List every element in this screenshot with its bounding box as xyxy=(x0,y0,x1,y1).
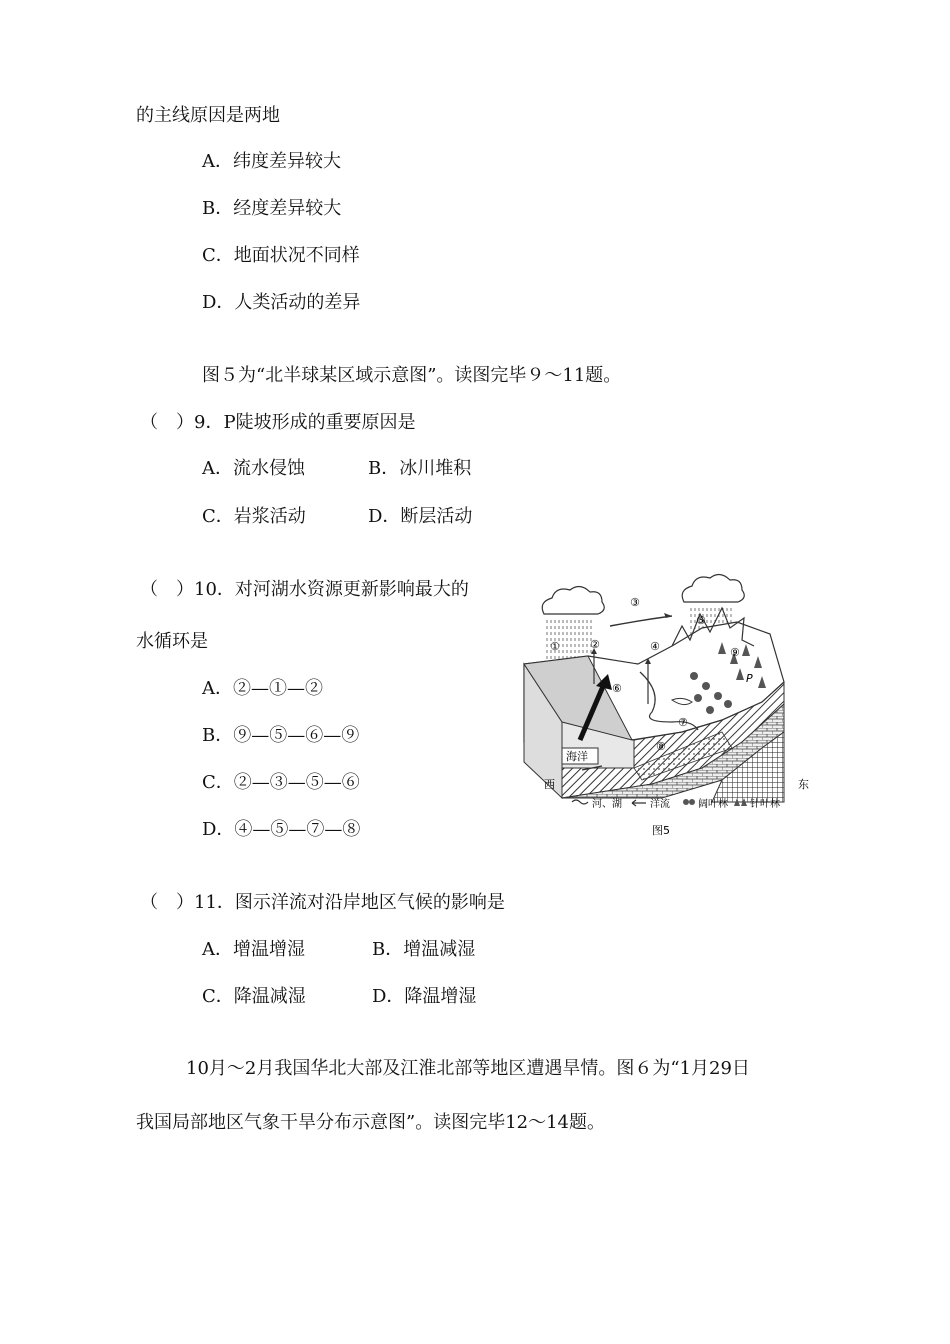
q9-option-c: C．岩浆活动 xyxy=(202,506,306,527)
cloud-right-icon xyxy=(682,574,744,602)
cloud-left-icon xyxy=(542,586,604,614)
legend-conifer: 针叶林 xyxy=(750,799,780,810)
legend-broadleaf: 阔叶林 xyxy=(698,799,728,810)
q11-option-b: B．增温减湿 xyxy=(372,939,476,960)
q11-option-a: A．增温增湿 xyxy=(202,939,305,960)
figure-caption: 图5 xyxy=(652,824,670,837)
label-9: ⑨ xyxy=(730,646,740,659)
q9-option-d: D．断层活动 xyxy=(368,506,473,527)
label-4: ④ xyxy=(650,640,660,653)
label-west: 西 xyxy=(544,778,555,791)
q8-stem-tail: 的主线原因是两地 xyxy=(136,105,280,126)
fig6-intro-line2: 我国局部地区气象干旱分布示意图”。读图完毕12～14题。 xyxy=(136,1112,606,1133)
label-3: ③ xyxy=(630,596,640,609)
q8-option-d: D．人类活动的差异 xyxy=(202,292,361,313)
q10-stem: （ ）10．对河湖水资源更新影响最大的 xyxy=(140,579,469,600)
q9-option-a: A．流水侵蚀 xyxy=(202,458,305,479)
figure-5-diagram xyxy=(522,572,812,842)
label-5: ⑤ xyxy=(696,614,706,627)
label-ocean: 海洋 xyxy=(566,750,588,763)
q10-option-c: C．②—③—⑤—⑥ xyxy=(202,772,360,793)
arrow-3 xyxy=(610,616,672,626)
q10-option-b: B．⑨—⑤—⑥—⑨ xyxy=(202,725,360,746)
legend-current: 洋流 xyxy=(650,799,670,810)
q11-stem: （ ）11．图示洋流对沿岸地区气候的影响是 xyxy=(140,892,505,913)
label-8: ⑧ xyxy=(656,740,666,753)
q8-option-b: B．经度差异较大 xyxy=(202,198,342,219)
q10-option-d: D．④—⑤—⑦—⑧ xyxy=(202,819,361,840)
label-2: ② xyxy=(590,638,600,651)
fig6-intro-line1: 10月～2月我国华北大部及江淮北部等地区遭遇旱情。图６为“1月29日 xyxy=(186,1058,750,1079)
label-1: ① xyxy=(550,640,560,653)
q11-option-c: C．降温减湿 xyxy=(202,986,306,1007)
q11-option-d: D．降温增湿 xyxy=(372,986,477,1007)
q9-option-b: B．冰川堆积 xyxy=(368,458,472,479)
label-p: P xyxy=(746,672,753,685)
q10-stem-cont: 水循环是 xyxy=(136,631,208,652)
q8-option-c: C．地面状况不同样 xyxy=(202,245,360,266)
q8-option-a: A．纬度差异较大 xyxy=(202,151,341,172)
label-east: 东 xyxy=(798,778,809,791)
q10-option-a: A．②—①—② xyxy=(202,678,323,699)
q9-stem: （ ）9．P陡坡形成的重要原因是 xyxy=(140,412,416,433)
label-7: ⑦ xyxy=(678,716,688,729)
fig5-intro: 图５为“北半球某区域示意图”。读图完毕９～11题。 xyxy=(202,365,622,386)
label-6: ⑥ xyxy=(612,682,622,695)
legend-river-lake: 河、湖 xyxy=(592,799,622,810)
